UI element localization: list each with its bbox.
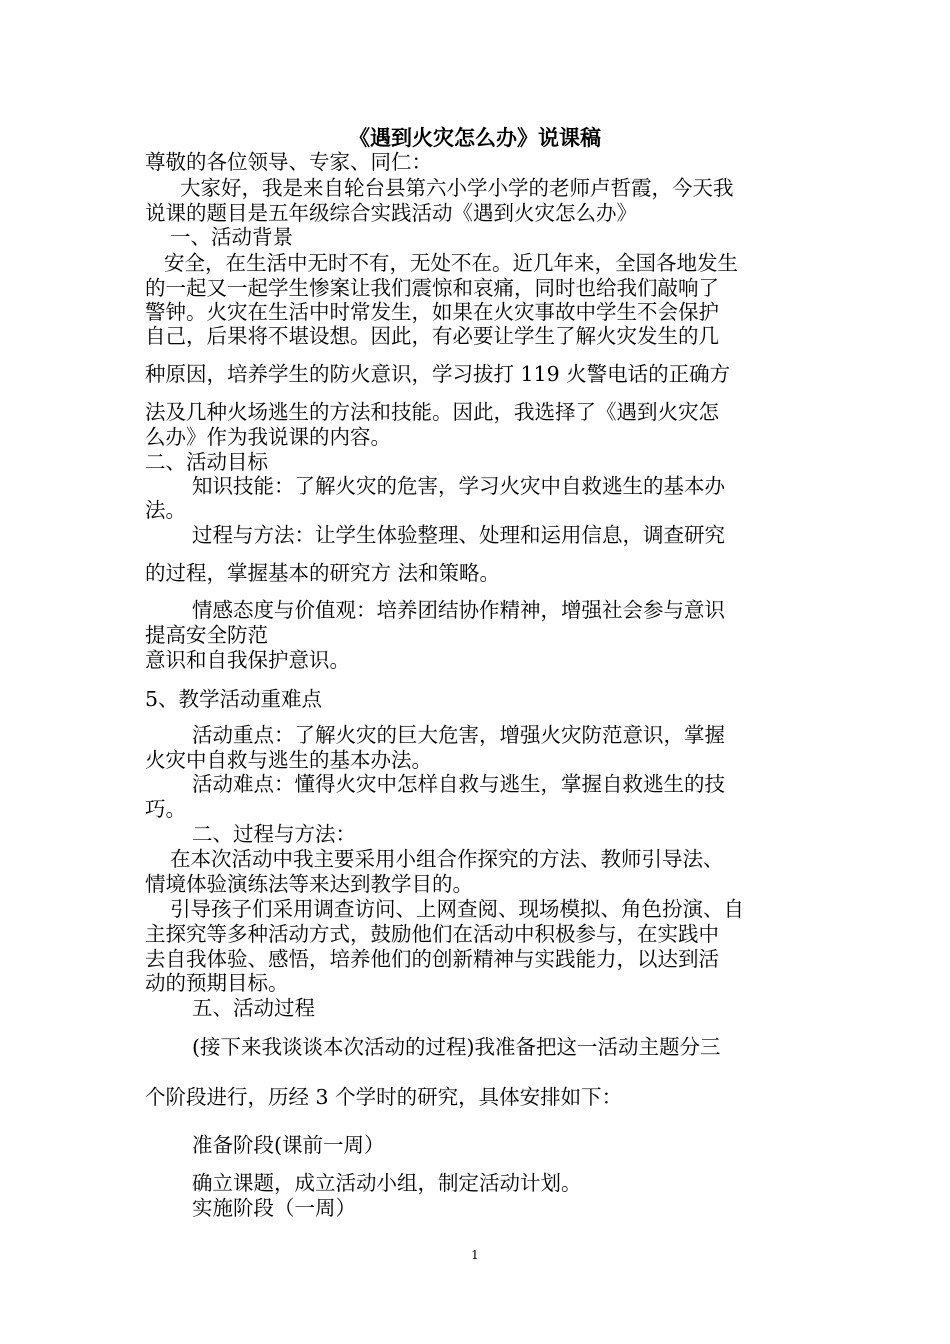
text-line: 法及几种火场逃生的方法和技能。因此，我选择了《遇到火灾怎	[145, 400, 719, 424]
text-line: 知识技能：了解火灾的危害，学习火灾中自救逃生的基本办	[192, 474, 725, 498]
text-line: 引导孩子们采用调查访问、上网查阅、现场模拟、角色扮演、自	[170, 897, 744, 921]
text-line: 说课的题目是五年级综合实践活动《遇到火灾怎么办》	[145, 201, 637, 225]
text-line: 意识和自我保护意识。	[145, 648, 350, 672]
section-heading: 一、活动背景	[170, 225, 293, 249]
text-line: 的过程，掌握基本的研究方 法和策略。	[145, 561, 501, 585]
page-number: 1	[471, 1248, 479, 1262]
section-heading: 5、教学活动重难点	[145, 687, 323, 711]
text-line: 火灾中自救与逃生的基本办法。	[145, 748, 432, 772]
text-line: 实施阶段（一周）	[192, 1196, 356, 1220]
text-line: 么办》作为我说课的内容。	[145, 425, 391, 449]
text-line: 安全，在生活中无时不有，无处不在。近几年来，全国各地发生	[164, 251, 738, 275]
text-line: 提高安全防范	[145, 623, 268, 647]
text-line: 自己，后果将不堪设想。因此，有必要让学生了解火灾发生的几	[145, 324, 719, 348]
text-line: 活动重点：了解火灾的巨大危害，增强火灾防范意识，掌握	[192, 723, 725, 747]
text-line: 去自我体验、感悟，培养他们的创新精神与实践能力，以达到活	[145, 947, 719, 971]
text-line: 主探究等多种活动方式，鼓励他们在活动中积极参与，在实践中	[145, 922, 719, 946]
text-line: 个阶段进行，历经 3 个学时的研究，具体安排如下：	[145, 1085, 623, 1109]
text-line: (接下来我谈谈本次活动的过程)我准备把这一活动主题分三	[192, 1035, 721, 1059]
text-line: 情感态度与价值观：培养团结协作精神，增强社会参与意识	[192, 598, 725, 622]
text-line: 在本次活动中我主要采用小组合作探究的方法、教师引导法、	[170, 847, 724, 871]
text-line: 过程与方法：让学生体验整理、处理和运用信息，调查研究	[192, 523, 725, 547]
document-title: 《遇到火灾怎么办》说课稿	[349, 125, 601, 150]
text-line: 警钟。火灾在生活中时常发生，如果在火灾事故中学生不会保护	[145, 300, 719, 324]
text-line: 活动难点：懂得火灾中怎样自救与逃生，掌握自救逃生的技	[192, 772, 725, 796]
text-line: 动的预期目标。	[145, 971, 289, 995]
text-line: 确立课题，成立活动小组，制定活动计划。	[192, 1171, 582, 1195]
section-heading: 二、活动目标	[145, 450, 268, 474]
text-line: 情境体验演练法等来达到教学目的。	[145, 872, 473, 896]
text-line: 法。	[145, 498, 186, 522]
text-line: 大家好，我是来自轮台县第六小学小学的老师卢哲霞，今天我	[180, 176, 734, 200]
text-line: 尊敬的各位领导、专家、同仁：	[145, 150, 432, 174]
text-line: 种原因，培养学生的防火意识，学习拔打 119 火警电话的正确方	[145, 362, 731, 386]
text-line: 的一起又一起学生惨案让我们震惊和哀痛，同时也给我们敲响了	[145, 276, 719, 300]
text-line: 巧。	[145, 797, 186, 821]
section-heading: 二、过程与方法：	[192, 822, 356, 846]
section-heading: 五、活动过程	[192, 996, 315, 1020]
text-line: 准备阶段(课前一周）	[192, 1133, 385, 1157]
